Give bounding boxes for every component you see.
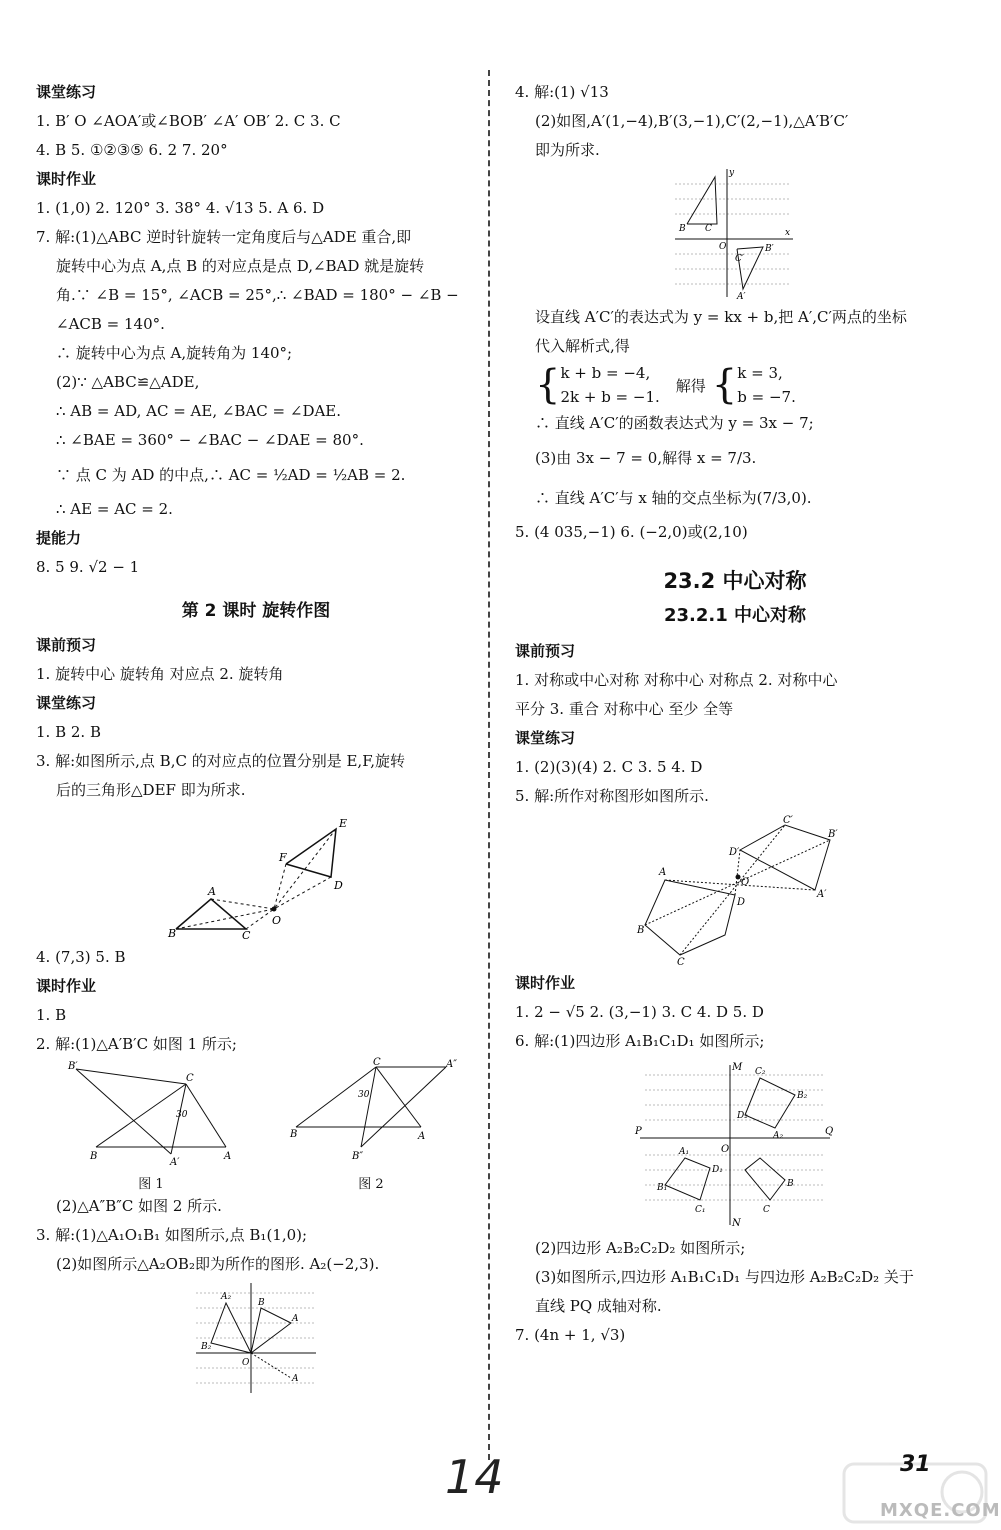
answer-line: ∴ ∠BAE = 360° − ∠BAC − ∠DAE = 80°. (56, 431, 364, 449)
svg-text:B″: B″ (352, 1151, 364, 1162)
answer-line: 代入解析式,得 (535, 337, 630, 355)
answer-line: ∴ AB = AD, AC = AE, ∠BAC = ∠DAE. (56, 402, 342, 420)
answer-line: (2)四边形 A₂B₂C₂D₂ 如图所示; (535, 1239, 746, 1257)
solve-label: 解得 (675, 376, 706, 395)
svg-text:B₁: B₁ (657, 1183, 668, 1193)
answer-line: 4. (7,3) 5. B (36, 948, 126, 966)
answer-line: 设直线 A′C′的表达式为 y = kx + b,把 A′,C′两点的坐标 (535, 308, 907, 326)
figure-2 (286, 1059, 456, 1192)
system-left (560, 361, 659, 409)
section-heading: 课时作业 (36, 977, 97, 995)
svg-text:O: O (272, 914, 282, 927)
answer-line: 3. 解:如图所示,点 B,C 的对应点的位置分别是 E,F,旋转 (36, 752, 406, 770)
svg-text:A′: A′ (737, 292, 746, 302)
svg-text:C: C (242, 929, 251, 942)
svg-text:B: B (679, 224, 686, 234)
handwritten-page-mark: 14 (445, 1450, 504, 1504)
figure-2-caption: 图 2 (358, 1177, 384, 1192)
svg-text:D′: D′ (729, 847, 740, 858)
svg-text:D: D (334, 879, 343, 892)
answer-line: 旋转中心为点 A,点 B 的对应点是点 D,∠BAD 就是旋转 (56, 257, 425, 275)
answer-line: 角.∵ ∠B = 15°, ∠ACB = 25°,∴ ∠BAD = 180° − ∠B − (56, 286, 459, 304)
section-title: 23.2 中心对称 (663, 569, 807, 593)
svg-text:C: C (677, 957, 685, 968)
svg-text:B₂: B₂ (797, 1091, 808, 1101)
svg-text:C₁: C₁ (695, 1205, 706, 1215)
answer-line: 1. 2 − √5 2. (3,−1) 3. C 4. D 5. D (515, 1003, 764, 1021)
answer-line: (2)△A″B″C 如图 2 所示. (56, 1197, 222, 1215)
rotation-figure (146, 809, 366, 942)
answer-line: 2. 解:(1)△A′B′C 如图 1 所示; (36, 1035, 237, 1053)
brace-icon: { (535, 362, 561, 408)
equation: k + b = −4, (560, 364, 651, 382)
column-divider (488, 70, 490, 1460)
svg-text:A′: A′ (817, 889, 827, 900)
answer-line: 4. B 5. ①②③⑤ 6. 2 7. 20° (36, 141, 228, 159)
answer-line: ∴ AE = AC = 2. (56, 500, 173, 518)
svg-text:A: A (659, 867, 667, 878)
subsection-title: 23.2.1 中心对称 (663, 605, 807, 626)
svg-text:C: C (186, 1073, 194, 1084)
answer-line: ∴ 直线 A′C′与 x 轴的交点坐标为(7/3,0). (535, 489, 812, 507)
svg-text:M: M (732, 1062, 743, 1073)
answer-line: ∵ 点 C 为 AD 的中点,∴ AC = ½AD = ½AB = 2. (56, 466, 406, 484)
svg-text:30: 30 (176, 1110, 188, 1120)
brace-icon: { (711, 362, 738, 408)
figure-2-drawing (286, 1059, 456, 1169)
watermark-text: MXQE.COM (880, 1500, 1001, 1521)
svg-text:y: y (729, 168, 735, 178)
section-heading: 课前预习 (515, 642, 576, 660)
svg-text:C₂: C₂ (755, 1067, 766, 1077)
svg-text:P: P (635, 1126, 642, 1137)
svg-text:O: O (741, 877, 750, 888)
svg-text:Q: Q (825, 1126, 834, 1137)
svg-text:A₁: A₁ (679, 1147, 690, 1157)
svg-text:B′: B′ (68, 1061, 78, 1072)
answer-line: 1. B (36, 1006, 67, 1024)
section-heading: 提能力 (36, 529, 82, 547)
answer-line: 后的三角形△DEF 即为所求. (56, 781, 246, 799)
svg-text:N: N (732, 1218, 741, 1229)
right-column (515, 78, 955, 1350)
page-number: 31 (900, 1452, 931, 1477)
answer-line: ∴ 直线 A′C′的函数表达式为 y = 3x − 7; (535, 414, 814, 432)
svg-text:A′: A′ (170, 1157, 180, 1168)
answer-line: ∴ 旋转中心为点 A,旋转角为 140°; (56, 344, 293, 362)
system-right (737, 361, 796, 409)
svg-text:E: E (339, 817, 348, 830)
svg-text:B: B (290, 1129, 298, 1140)
coordinate-figure (675, 168, 795, 302)
section-heading: 课堂练习 (36, 83, 97, 101)
svg-text:C: C (705, 224, 712, 234)
answer-line: 1. (2)(3)(4) 2. C 3. 5 4. D (515, 758, 703, 776)
axis-symmetry-figure (635, 1060, 835, 1230)
section-heading: 课前预习 (36, 636, 97, 654)
equation-system (515, 361, 955, 409)
figure-1 (66, 1059, 236, 1192)
figures-row (36, 1059, 476, 1192)
section-heading: 课堂练习 (515, 729, 576, 747)
svg-text:A₂: A₂ (773, 1131, 784, 1141)
svg-text:C′: C′ (783, 815, 793, 826)
svg-text:A: A (418, 1131, 426, 1142)
answer-line: (2)如图所示△A₂OB₂即为所作的图形. A₂(−2,3). (56, 1255, 380, 1273)
svg-text:B: B (90, 1151, 98, 1162)
figure-1-drawing (66, 1059, 236, 1169)
svg-text:O: O (242, 1358, 250, 1368)
answer-line: 即为所求. (535, 141, 600, 159)
answer-line: 1. (1,0) 2. 120° 3. 38° 4. √13 5. A 6. D (36, 199, 325, 217)
svg-text:A₂: A₂ (221, 1292, 232, 1302)
answer-line: 直线 PQ 成轴对称. (535, 1297, 662, 1315)
svg-text:A″: A″ (446, 1059, 457, 1070)
equation: k = 3, (737, 364, 783, 382)
svg-text:C: C (373, 1057, 381, 1068)
answer-line: 7. (4n + 1, √3) (515, 1326, 626, 1344)
answer-line: 1. 旋转中心 旋转角 对应点 2. 旋转角 (36, 665, 284, 683)
answer-line: 1. 对称或中心对称 对称中心 对称点 2. 对称中心 (515, 671, 838, 689)
svg-text:B: B (258, 1298, 265, 1308)
svg-text:B: B (637, 925, 645, 936)
svg-text:O: O (721, 1144, 730, 1155)
answer-line: (3)由 3x − 7 = 0,解得 x = 7/3. (535, 449, 757, 467)
svg-text:B₂: B₂ (201, 1342, 212, 1352)
left-column (36, 78, 476, 1397)
svg-text:x: x (785, 228, 791, 238)
answer-line: 7. 解:(1)△ABC 逆时针旋转一定角度后与△ADE 重合,即 (36, 228, 412, 246)
equation: b = −7. (737, 388, 796, 406)
answer-line: 平分 3. 重合 对称中心 至少 全等 (515, 700, 734, 718)
central-symmetry-figure (635, 815, 838, 968)
answer-line: (2)∵ △ABC≌△ADE, (56, 373, 200, 391)
svg-text:O: O (719, 242, 727, 252)
answer-line: 3. 解:(1)△A₁O₁B₁ 如图所示,点 B₁(1,0); (36, 1226, 308, 1244)
svg-text:F: F (279, 851, 287, 864)
svg-text:D₁: D₁ (712, 1165, 723, 1175)
svg-text:A: A (292, 1374, 299, 1384)
figure-1-caption: 图 1 (138, 1177, 164, 1192)
answer-line: 6. 解:(1)四边形 A₁B₁C₁D₁ 如图所示; (515, 1032, 765, 1050)
answer-line: (3)如图所示,四边形 A₁B₁C₁D₁ 与四边形 A₂B₂C₂D₂ 关于 (535, 1268, 914, 1286)
answer-line: (2)如图,A′(1,−4),B′(3,−1),C′(2,−1),△A′B′C′ (535, 112, 849, 130)
svg-text:D₂: D₂ (737, 1111, 748, 1121)
svg-text:B: B (168, 927, 177, 940)
section-heading: 课时作业 (515, 974, 576, 992)
lesson-title: 第 2 课时 旋转作图 (181, 601, 331, 621)
svg-text:B′: B′ (828, 829, 838, 840)
svg-text:A: A (292, 1314, 299, 1324)
svg-text:A: A (224, 1151, 232, 1162)
answer-line: 1. B′ O ∠AOA′或∠BOB′ ∠A′ OB′ 2. C 3. C (36, 112, 341, 130)
answer-line: 1. B 2. B (36, 723, 101, 741)
svg-text:30: 30 (358, 1090, 370, 1100)
svg-text:C: C (763, 1205, 770, 1215)
answer-line: 8. 5 9. √2 − 1 (36, 558, 140, 576)
svg-text:B′: B′ (765, 244, 774, 254)
svg-text:C′: C′ (735, 254, 744, 264)
answer-line: 5. 解:所作对称图形如图所示. (515, 787, 709, 805)
answer-line: 4. 解:(1) √13 (515, 83, 609, 101)
svg-text:B: B (787, 1179, 794, 1189)
answer-line: 5. (4 035,−1) 6. (−2,0)或(2,10) (515, 523, 748, 541)
equation: 2k + b = −1. (560, 388, 660, 406)
answer-line: ∠ACB = 140°. (56, 315, 165, 333)
svg-text:A: A (208, 885, 216, 898)
svg-text:D: D (737, 897, 746, 908)
section-heading: 课堂练习 (36, 694, 97, 712)
section-heading: 课时作业 (36, 170, 97, 188)
grid-figure (196, 1283, 316, 1393)
